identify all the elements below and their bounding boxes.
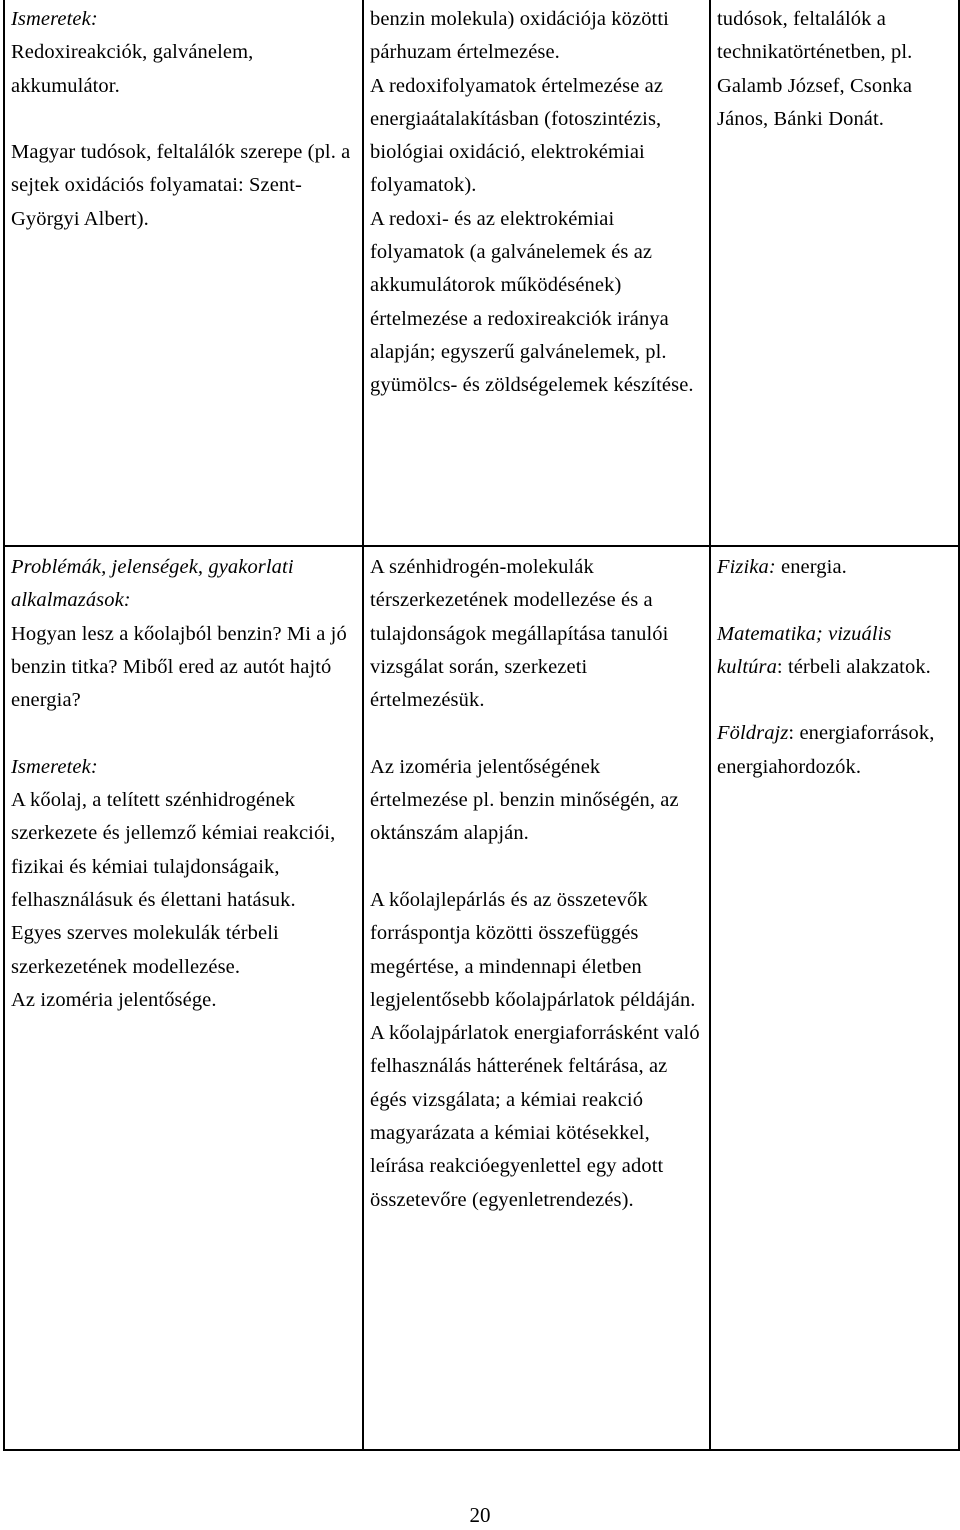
cell-text: A kőolajpárlatok energiaforrásként való felhasználás hátterének feltárása, az égés vizsgálata; a kémiai reakció magyarázata a kémiai kötésekkel, leírása reakcióegyenlettel egy adott összetevőre (egyenletrendezés). (370, 1022, 700, 1211)
cell-text: Hogyan lesz a kőolajból benzin? Mi a jó benzin titka? Miből ered az autót hajtó energia? (11, 622, 347, 712)
cell-text: Magyar tudósok, feltalálók szerepe (pl. a sejtek oxidációs folyamatai: Szent-Györgyi Albert). (11, 141, 351, 230)
cell-heading: Ismeretek: (11, 755, 98, 778)
topics-cell (4, 546, 363, 1450)
cell-text: Az izoméria jelentőségének értelmezése pl. benzin minőségén, az oktánszám alapján. (370, 755, 679, 845)
subject-name: Fizika: (717, 556, 776, 578)
cell-text: tudósok, feltalálók a technikatörténetben, pl. Galamb József, Csonka János, Bánki Donát. (717, 8, 913, 130)
cell-heading: Ismeretek: (11, 8, 98, 30)
cell-text: Az izoméria jelentősége. (11, 988, 217, 1011)
table-row (4, 0, 959, 546)
cross-curricular-link (717, 618, 952, 685)
curriculum-table (3, 0, 960, 1451)
subject-topic: energia. (775, 556, 847, 578)
cross-curricular-link (717, 551, 952, 584)
cell-text: A redoxifolyamatok értelmezése az energiaátalakításban (fotoszintézis, biológiai oxidáció, elektrokémiai folyamatok). (370, 74, 664, 197)
subject-topic: : térbeli alakzatok. (776, 655, 931, 678)
cell-text: Egyes szerves molekulák térbeli szerkezetének modellezése. (11, 922, 279, 978)
cell-text: A kőolaj, a telített szénhidrogének szerkezete és jellemző kémiai reakciói, fizikai és kémiai tulajdonságaik, felhasználásuk és élettani hatásuk. (11, 789, 336, 911)
cell-text: Redoxireakciók, galvánelem, akkumulátor. (11, 41, 254, 97)
cell-text: benzin molekula) oxidációja közötti párhuzam értelmezése. (370, 8, 669, 64)
connections-cell (710, 546, 959, 1450)
table-row (4, 546, 959, 1450)
connections-cell (710, 0, 959, 546)
cell-heading: Problémák, jelenségek, gyakorlati alkalmazások: (11, 556, 294, 612)
subject-topic: : energiaforrások, energiahordozók. (717, 722, 935, 778)
subject-name: Földrajz (717, 722, 789, 745)
topics-cell (4, 0, 363, 546)
activities-cell (363, 0, 710, 546)
cell-text: A kőolajlepárlás és az összetevők forráspontja közötti összefüggés megértése, a mindennapi életben legjelentősebb kőolajpárlatok példáján. (370, 888, 696, 1011)
cell-text: A szénhidrogén-molekulák térszerkezetének modellezése és a tulajdonságok megállapítása tanulói vizsgálat során, szerkezeti értelmezésük. (370, 556, 669, 712)
subject-name: Matematika; vizuális kultúra (717, 622, 892, 678)
page-number: 20 (469, 1503, 491, 1527)
cell-text: A redoxi- és az elektrokémiai folyamatok (a galvánelemek és az akkumulátorok működésének) értelmezése a redoxireakciók iránya alapján; egyszerű galvánelemek, pl. gyümölcs- és zöldségelemek készítése. (370, 207, 694, 397)
cross-curricular-link (717, 717, 952, 784)
activities-cell (363, 546, 710, 1450)
